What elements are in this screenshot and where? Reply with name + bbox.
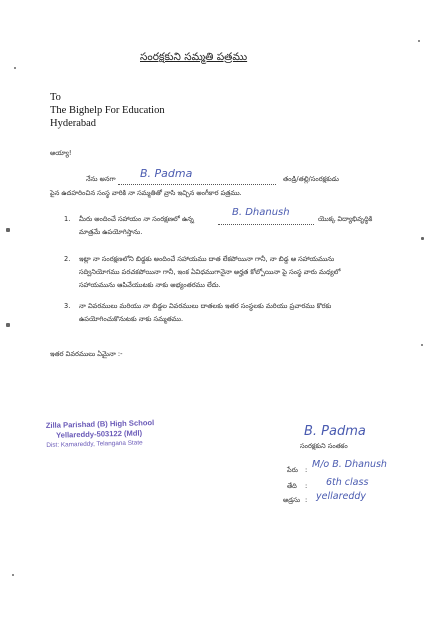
item3-line1: నా వివరములు మరియు నా బిడ్డల వివరములు దాతలకు ఇతర సంస్థలకు మరియు ప్రచారము కొరకు <box>79 302 332 310</box>
page-title: సంరక్షకుని సమ్మతి పత్రము <box>140 51 248 63</box>
item2-line2: సద్వినియోగము పరచకపోయినా గానీ, ఇంక ఏవిధముగానైనా అర్హత కోల్పోయినా పై సంస్థ వారు మధ్యలో <box>79 268 341 276</box>
student-name-field <box>218 207 314 229</box>
item2-number: 2. <box>64 255 71 263</box>
scan-speck <box>12 574 14 576</box>
other-details-label: ఇతర వివరములు ఏమైనా :- <box>50 350 123 358</box>
detail-date-label: తేది <box>287 482 297 490</box>
salutation: అయ్యా! <box>50 149 72 157</box>
item1-line1-suffix: యొక్క విద్యాభివృద్ధికి <box>318 215 373 223</box>
scan-speck <box>418 40 420 42</box>
detail-name-sep: : <box>305 466 308 474</box>
signature-label: సంరక్షకుని సంతకం <box>300 442 348 450</box>
item3-number: 3. <box>64 302 71 310</box>
detail-date-value: 6th class <box>326 477 369 488</box>
scan-speck <box>6 323 10 327</box>
stamp-line3: Dist: Kamareddy, Telangana State <box>46 439 143 449</box>
address-to: To <box>50 92 61 103</box>
detail-address-label: అడ్రసు <box>283 496 301 504</box>
stamp-line2: Yellareddy-503122 (Mdl) <box>55 428 143 440</box>
item2-line1: ఇట్లా నా సంరక్షణలోని బిడ్డకు అందించే సహాయము దాత లేకపోయినా గానీ, నా బిడ్డ ఆ సహాయమును <box>79 255 335 263</box>
item1-line2: మాత్రమే ఉపయోగిస్తాను. <box>79 228 143 236</box>
stamp-line1: Zilla Parishad (B) High School <box>45 418 155 430</box>
detail-address-sep: : <box>305 496 308 504</box>
detail-name-label: పేరు <box>287 466 298 474</box>
intro-prefix: నేను అనగా <box>86 175 116 183</box>
scan-speck <box>14 67 16 69</box>
item1-number: 1. <box>64 215 71 223</box>
intro-relation: తండ్రి/తల్లి/సంరక్షకుడు <box>283 175 339 183</box>
detail-address-value: yellareddy <box>316 491 367 502</box>
student-name-handwritten: B. Dhanush <box>232 207 290 218</box>
item2-line3: సహాయమును ఆపివేయుటకు నాకు అభ్యంతరము లేదు. <box>79 281 221 289</box>
guardian-signature: B. Padma <box>304 424 366 439</box>
intro-line2: పైన ఉదహరించిన సంస్థ వారికి నా సమ్మతితో వ్రాసి ఇచ్చిన అంగీకార పత్రము. <box>50 189 242 197</box>
guardian-name-field <box>118 167 276 189</box>
scan-speck <box>421 344 423 346</box>
guardian-name-handwritten: B. Padma <box>140 167 193 180</box>
school-stamp <box>46 417 197 450</box>
address-org: The Bighelp For Education <box>50 105 165 116</box>
scan-speck <box>421 237 424 240</box>
item3-line2: ఉపయోగించుకొనుటకు నాకు సమ్మతము. <box>79 315 184 323</box>
detail-name-value: M/o B. Dhanush <box>312 459 387 470</box>
address-city: Hyderabad <box>50 118 97 129</box>
item1-line1-prefix: మీరు అందించే సహాయం నా సంరక్షణలో ఉన్న <box>79 215 194 223</box>
scan-speck <box>6 228 10 232</box>
detail-date-sep: : <box>305 482 308 490</box>
